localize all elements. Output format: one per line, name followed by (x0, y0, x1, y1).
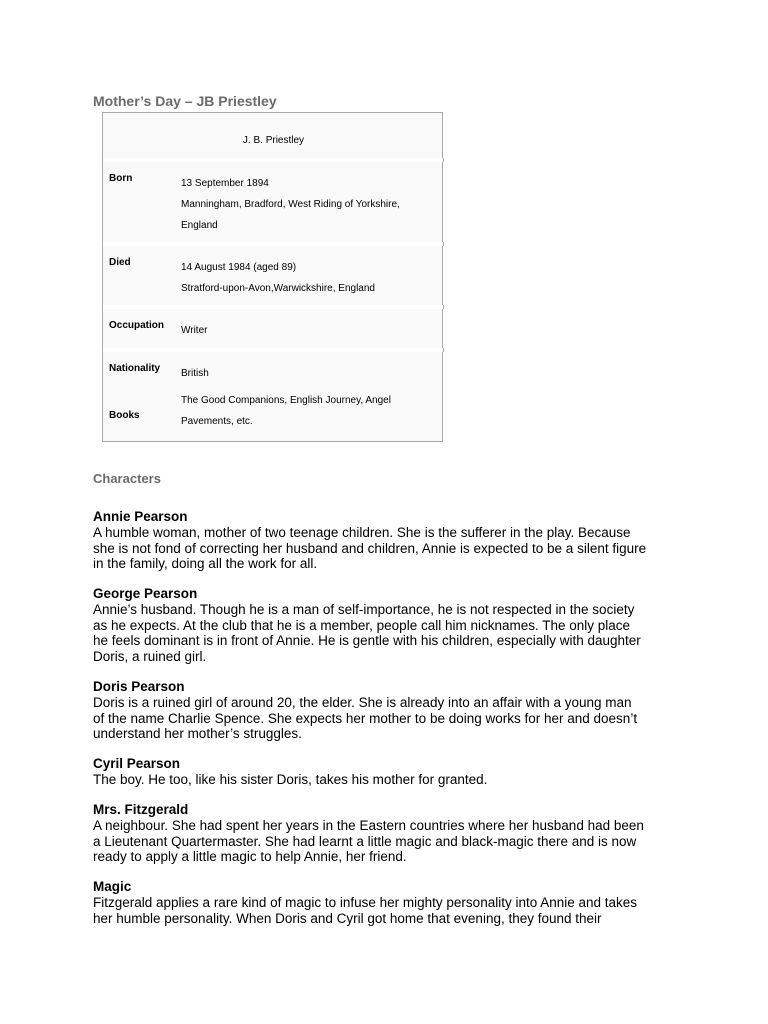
character-description (93, 818, 693, 865)
infobox-value-line: Manningham, Bradford, West Riding of Yorkshire, (181, 199, 400, 210)
infobox-value-died (181, 257, 431, 299)
character-name: Cyril Pearson (93, 756, 181, 771)
character-name: Doris Pearson (93, 679, 185, 694)
character-name: Magic (93, 879, 132, 894)
text-line: as he expects. At the club that he is a member, people call him nicknames. The only place (93, 617, 631, 633)
infobox-value-line: Stratford-upon-Avon,Warwickshire, England (181, 283, 375, 294)
character-description (93, 772, 693, 788)
character-description (93, 525, 693, 572)
text-line: A neighbour. She had spent her years in the Eastern countries where her husband had been (93, 818, 644, 833)
character-entry (93, 802, 693, 865)
infobox-caption: J. B. Priestley (242, 135, 305, 146)
character-entry (93, 756, 693, 788)
text-line: Fitzgerald applies a rare kind of magic to infuse her mighty personality into Annie and takes (93, 895, 638, 910)
infobox-label-books: Books (109, 410, 140, 421)
text-line: A humble woman, mother of two teenage children. She is the sufferer in the play. Because (93, 525, 631, 540)
text-line: in the family, doing all the work for all. (93, 556, 318, 572)
text-line: understand her mother’s struggles. (93, 726, 302, 742)
infobox-value-line: 13 September 1894 (181, 178, 269, 189)
text-line: she is not fond of correcting her husband and children, Annie is expected to be a silent figure (93, 540, 647, 556)
text-line: ready to apply a little magic to help Annie, her friend. (93, 849, 407, 865)
infobox-value-nationality (181, 363, 431, 384)
infobox (102, 112, 443, 442)
character-name: Mrs. Fitzgerald (93, 802, 189, 817)
row-divider (103, 158, 443, 162)
text-line: Doris, a ruined girl. (93, 649, 207, 665)
infobox-value-line: Pavements, etc. (181, 416, 253, 427)
character-entry (93, 586, 693, 665)
text-line: Annie’s husband. Though he is a man of self-importance, he is not respected in the society (93, 602, 635, 617)
infobox-label-occupation: Occupation (109, 320, 165, 331)
infobox-label-born: Born (109, 173, 133, 184)
text-line: her humble personality. When Doris and Cyril got home that evening, they found their (93, 910, 602, 926)
character-description (93, 895, 693, 926)
infobox-value-line: The Good Companions, English Journey, Angel (181, 395, 391, 406)
text-line: a Lieutenant Quartermaster. She had learnt a little magic and black-magic there and is now (93, 833, 637, 849)
text-line: of the name Charlie Spence. She expects her mother to be doing works for her and doesn’t (93, 710, 638, 726)
character-entry (93, 879, 693, 926)
row-divider (103, 242, 443, 246)
character-name: Annie Pearson (93, 509, 188, 524)
text-line: he feels dominant is in front of Annie. He is gentle with his children, especially with daughter (93, 633, 641, 649)
row-divider (103, 348, 443, 352)
infobox-label-died: Died (109, 257, 131, 268)
infobox-label-nationality: Nationality (109, 363, 161, 374)
infobox-value-line: 14 August 1984 (aged 89) (181, 262, 297, 273)
character-entry (93, 509, 693, 572)
character-entry (93, 679, 693, 742)
infobox-value-born (181, 173, 431, 236)
infobox-value-line: Writer (181, 325, 208, 336)
text-line: Doris is a ruined girl of around 20, the elder. She is already into an affair with a young man (93, 695, 632, 710)
row-divider (103, 305, 443, 309)
character-name: George Pearson (93, 586, 198, 601)
character-description (93, 695, 693, 742)
infobox-value-line: British (181, 368, 209, 379)
infobox-value-books (181, 390, 431, 432)
text-line: The boy. He too, like his sister Doris, takes his mother for granted. (93, 772, 488, 787)
character-description (93, 602, 693, 665)
characters-heading: Characters (93, 471, 161, 486)
page-title: Mother’s Day – JB Priestley (93, 93, 277, 109)
infobox-value-occupation (181, 320, 431, 341)
infobox-value-line: England (181, 220, 218, 231)
